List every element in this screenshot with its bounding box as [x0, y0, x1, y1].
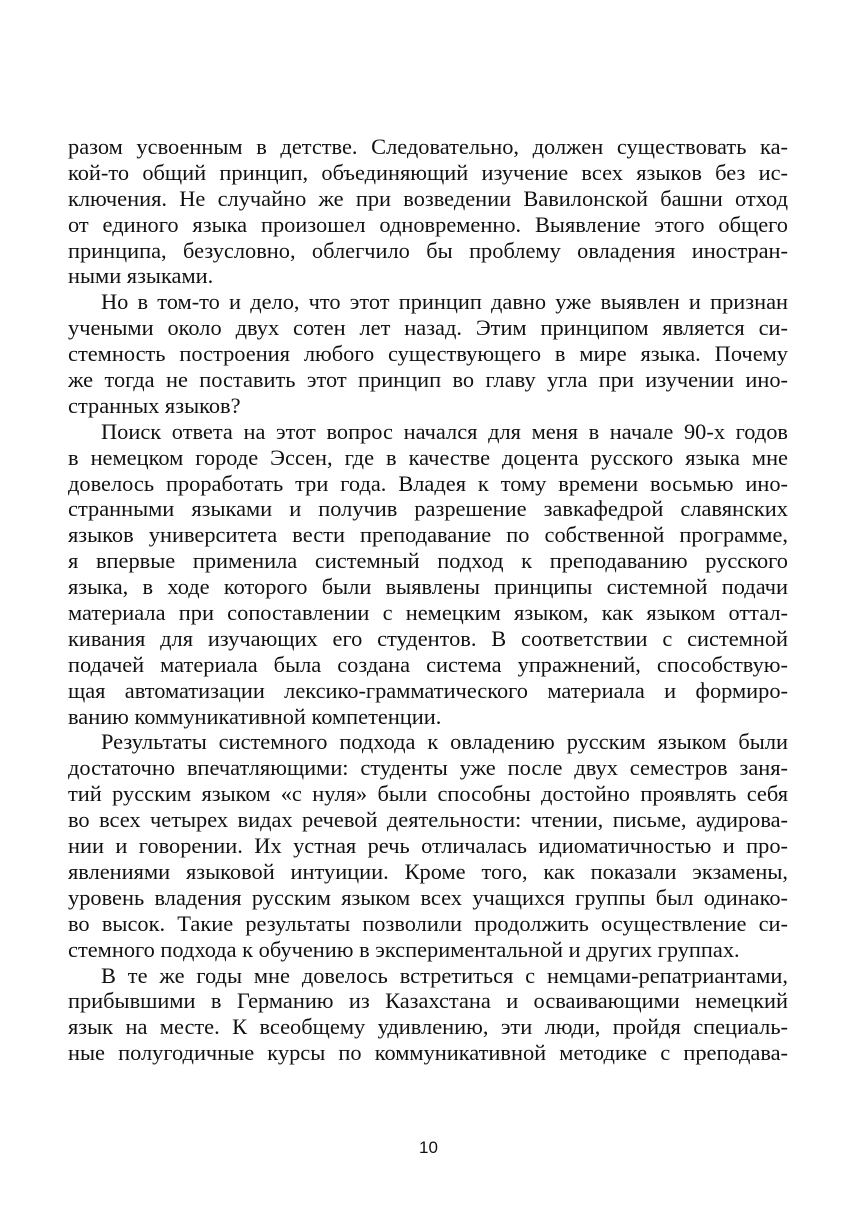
text-line: в немецком городе Эссен, где в качестве доцента русского языка мне — [68, 444, 788, 470]
text-line: Результаты системного подхода к овладению русским языком были — [101, 729, 788, 755]
text-line: уровень владения русским языком всех учащихся группы был одинако- — [68, 884, 788, 910]
text-line: Но в том-то и дело, что этот принцип давно уже выявлен и признан — [101, 289, 788, 315]
text-line: материала при сопоставлении с немецким языком, как языком оттал- — [68, 600, 788, 626]
text-line: явлениями языковой интуиции. Кроме того, как показали экзамены, — [68, 858, 788, 884]
text-line: странными языками и получив разрешение завкафедрой славянских — [68, 496, 788, 522]
text-line: языков университета вести преподавание по собственной программе, — [68, 522, 788, 548]
text-line: Поиск ответа на этот вопрос начался для меня в начале 90-х годов — [101, 418, 788, 444]
text-line: языка, в ходе которого были выявлены принципы системной подачи — [68, 574, 788, 600]
text-line: во высок. Такие результаты позволили продолжить осуществление си- — [68, 910, 788, 936]
text-line: ванию коммуникативной компетенции. — [68, 703, 442, 729]
text-line: принципа, безусловно, облегчило бы проблему овладения иностран- — [68, 237, 788, 263]
page-number: 10 — [419, 1138, 438, 1157]
text-line: разом усвоенным в детстве. Следовательно, должен существовать ка- — [68, 134, 788, 159]
text-line: ные полугодичные курсы по коммуникативной методике с преподава- — [68, 1040, 788, 1066]
text-line: странных языков? — [68, 392, 241, 418]
text-line: прибывшими в Германию из Казахстана и осваивающими немецкий — [68, 988, 788, 1014]
text-line: ными языками. — [68, 263, 214, 289]
text-line: подачей материала была создана система упражнений, способствую- — [68, 651, 788, 677]
text-line: я впервые применила системный подход к преподаванию русского — [68, 548, 788, 574]
text-line: стемность построения любого существующего в мире языка. Почему — [68, 341, 788, 367]
text-line: довелось проработать три года. Владея к тому времени восьмью ино- — [68, 470, 788, 496]
text-line: кой-то общий принцип, объединяющий изучение всех языков без ис- — [68, 159, 788, 185]
text-line: тий русским языком «с нуля» были способны достойно проявлять себя — [68, 781, 788, 807]
text-line: учеными около двух сотен лет назад. Этим принципом является си- — [68, 315, 788, 341]
text-line: щая автоматизации лексико-грамматического материала и формиро- — [68, 677, 788, 703]
text-line: же тогда не поставить этот принцип во главу угла при изучении ино- — [68, 367, 788, 393]
text-line: ключения. Не случайно же при возведении Вавилонской башни отход — [68, 185, 788, 211]
text-line: стемного подхода к обучению в экспериментальной и других группах. — [68, 936, 740, 962]
text-line: В те же годы мне довелось встретиться с немцами-репатриантами, — [101, 962, 788, 988]
text-line: нии и говорении. Их устная речь отличалась идиоматичностью и про- — [68, 833, 788, 859]
text-line: во всех четырех видах речевой деятельности: чтении, письме, аудирова- — [68, 807, 788, 833]
text-line: от единого языка произошел одновременно. Выявление этого общего — [68, 211, 788, 237]
text-line: кивания для изучающих его студентов. В соответствии с системной — [68, 625, 788, 651]
text-line: язык на месте. К всеобщему удивлению, эти люди, пройдя специаль- — [68, 1014, 788, 1040]
text-line: достаточно впечатляющими: студенты уже после двух семестров заня- — [68, 755, 788, 781]
body-text — [68, 134, 788, 1066]
